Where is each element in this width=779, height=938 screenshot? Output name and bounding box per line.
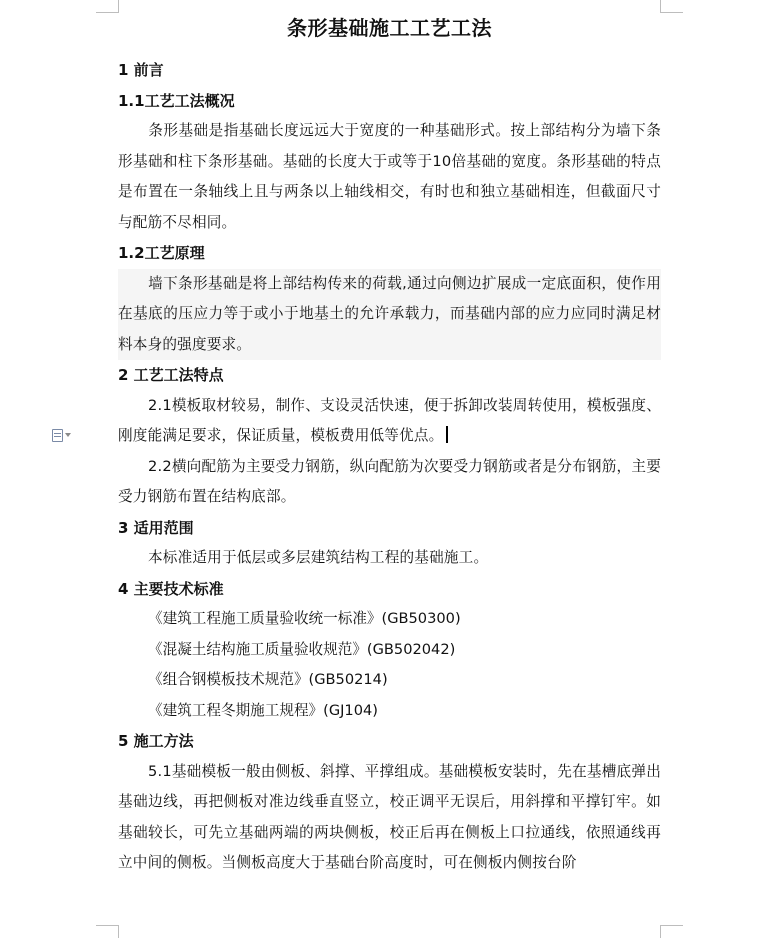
section-heading-3: 3 适用范围 xyxy=(118,518,194,537)
section-heading-2: 2 工艺工法特点 xyxy=(118,366,224,384)
paragraph-2-2 xyxy=(118,452,661,513)
section-heading-1: 1 前言 xyxy=(118,61,164,79)
document-title: 条形基础施工工艺工法 xyxy=(287,16,492,40)
crop-mark-top-left xyxy=(96,0,119,13)
crop-mark-bottom-left xyxy=(96,925,119,938)
text-cursor xyxy=(446,426,448,443)
document-body[interactable] xyxy=(118,55,661,879)
reference-item: 《建筑工程施工质量验收统一标准》(GB50300) xyxy=(148,610,461,627)
paragraph-3-text: 本标准适用于低层或多层建筑结构工程的基础施工。 xyxy=(148,549,489,566)
paragraph-1-1-text: 条形基础是指基础长度远远大于宽度的一种基础形式。按上部结构分为墙下条形基础和柱下条形基础。基础的长度大于或等于10倍基础的宽度。条形基础的特点是布置在一条轴线上且与两条以上轴线相交，有时也和独立基础相连，但截面尺寸与配筋不尽相同。 xyxy=(118,122,661,231)
section-heading-4: 4 主要技术标准 xyxy=(118,579,224,598)
subsection-heading-1-1: 1.1工艺工法概况 xyxy=(118,91,235,110)
paragraph-2-1 xyxy=(118,391,661,452)
paragraph-2-2-text: 2.2横向配筋为主要受力钢筋，纵向配筋为次要受力钢筋或者是分布钢筋，主要受力钢筋布置在结构底部。 xyxy=(118,457,661,505)
paragraph-1-2 xyxy=(118,269,661,361)
chevron-down-icon xyxy=(65,433,71,437)
reference-item: 《建筑工程冬期施工规程》(GJ104) xyxy=(148,701,378,719)
paragraph-3 xyxy=(118,543,661,574)
crop-mark-top-right xyxy=(660,0,683,13)
paragraph-1-2-text: 墙下条形基础是将上部结构传来的荷载,通过向侧边扩展成一定底面积，使作用在基底的压应力等于或小于地基土的允许承载力，而基础内部的应力应同时满足材料本身的强度要求。 xyxy=(118,274,661,353)
section-heading-5: 5 施工方法 xyxy=(118,732,194,750)
paragraph-5-1-text: 5.1基础模板一般由侧板、斜撑、平撑组成。基础模板安装时，先在基槽底弹出基础边线，再把侧板对准边线垂直竖立，校正调平无误后，用斜撑和平撑钉牢。如基础较长，可先立基础两端的两块侧板，校正后再在侧板上口拉通线，依照通线再立中间的侧板。当侧板高度大于基础台阶高度时，可在侧板内侧按台阶 xyxy=(118,762,661,871)
subsection-heading-1-2: 1.2工艺原理 xyxy=(118,244,205,262)
crop-mark-bottom-right xyxy=(660,925,683,938)
reference-item: 《组合钢模板技术规范》(GB50214) xyxy=(148,671,388,688)
paragraph-5-1 xyxy=(118,757,661,879)
reference-item: 《混凝土结构施工质量验收规范》(GB502042) xyxy=(148,640,456,658)
paragraph-1-1 xyxy=(118,116,661,238)
doc-glyph-icon xyxy=(52,429,63,442)
document-options-icon[interactable] xyxy=(52,428,76,442)
paragraph-2-1-text: 2.1模板取材较易，制作、支设灵活快速，便于拆卸改装周转使用，模板强度、刚度能满足要求，保证质量，模板费用低等优点。 xyxy=(118,396,661,444)
